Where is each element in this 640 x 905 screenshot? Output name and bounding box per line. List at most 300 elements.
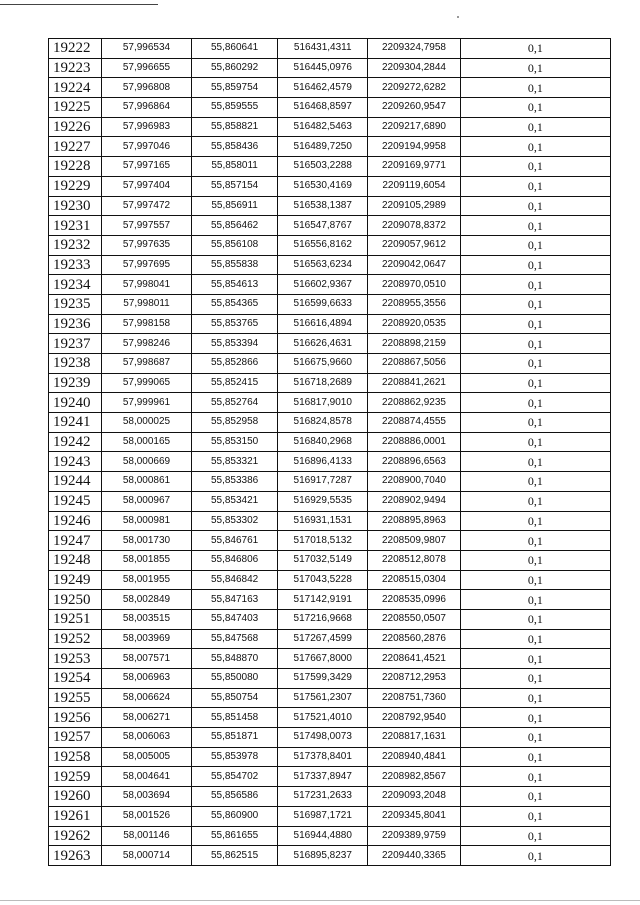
point-number-cell: 19246 — [49, 511, 102, 531]
x-coordinate-cell: 517267,4599 — [278, 629, 368, 649]
latitude-cell: 58,005005 — [101, 747, 191, 767]
point-number-cell: 19261 — [49, 806, 102, 826]
accuracy-cell: 0,1 — [460, 590, 610, 610]
point-number-cell: 19228 — [49, 157, 102, 177]
y-coordinate-cell: 2209042,0647 — [368, 255, 460, 275]
latitude-cell: 57,997472 — [101, 196, 191, 216]
y-coordinate-cell: 2209057,9612 — [368, 235, 460, 255]
point-number-cell: 19226 — [49, 117, 102, 137]
longitude-cell: 55,858821 — [192, 117, 278, 137]
table-row — [49, 275, 611, 295]
x-coordinate-cell: 517667,8000 — [278, 649, 368, 669]
point-number-cell: 19255 — [49, 688, 102, 708]
table-row — [49, 747, 611, 767]
y-coordinate-cell: 2208515,0304 — [368, 570, 460, 590]
latitude-cell: 58,003515 — [101, 609, 191, 629]
accuracy-cell: 0,1 — [460, 767, 610, 787]
point-number-cell: 19259 — [49, 767, 102, 787]
accuracy-cell: 0,1 — [460, 531, 610, 551]
latitude-cell: 58,000981 — [101, 511, 191, 531]
x-coordinate-cell: 516824,8578 — [278, 413, 368, 433]
x-coordinate-cell: 516626,4631 — [278, 334, 368, 354]
longitude-cell: 55,853386 — [192, 472, 278, 492]
latitude-cell: 58,004641 — [101, 767, 191, 787]
table-row — [49, 176, 611, 196]
point-number-cell: 19234 — [49, 275, 102, 295]
accuracy-cell: 0,1 — [460, 294, 610, 314]
table-row — [49, 294, 611, 314]
table-row — [49, 806, 611, 826]
longitude-cell: 55,847163 — [192, 590, 278, 610]
point-number-cell: 19241 — [49, 413, 102, 433]
y-coordinate-cell: 2209324,7958 — [368, 39, 460, 59]
latitude-cell: 58,000714 — [101, 846, 191, 866]
longitude-cell: 55,858436 — [192, 137, 278, 157]
latitude-cell: 57,998011 — [101, 294, 191, 314]
latitude-cell: 57,998687 — [101, 354, 191, 374]
y-coordinate-cell: 2208560,2876 — [368, 629, 460, 649]
x-coordinate-cell: 517032,5149 — [278, 550, 368, 570]
x-coordinate-cell: 517498,0073 — [278, 728, 368, 748]
y-coordinate-cell: 2208792,9540 — [368, 708, 460, 728]
x-coordinate-cell: 516675,9660 — [278, 354, 368, 374]
latitude-cell: 58,003969 — [101, 629, 191, 649]
latitude-cell: 57,997404 — [101, 176, 191, 196]
accuracy-cell: 0,1 — [460, 708, 610, 728]
point-number-cell: 19247 — [49, 531, 102, 551]
longitude-cell: 55,847568 — [192, 629, 278, 649]
longitude-cell: 55,856108 — [192, 235, 278, 255]
table-row — [49, 117, 611, 137]
table-row — [49, 354, 611, 374]
y-coordinate-cell: 2209389,9759 — [368, 826, 460, 846]
x-coordinate-cell: 517337,8947 — [278, 767, 368, 787]
latitude-cell: 58,006271 — [101, 708, 191, 728]
x-coordinate-cell: 517378,8401 — [278, 747, 368, 767]
longitude-cell: 55,860900 — [192, 806, 278, 826]
latitude-cell: 58,001955 — [101, 570, 191, 590]
y-coordinate-cell: 2208841,2621 — [368, 373, 460, 393]
latitude-cell: 57,996655 — [101, 58, 191, 78]
scan-speck — [457, 16, 459, 18]
latitude-cell: 57,996534 — [101, 39, 191, 59]
table-row — [49, 413, 611, 433]
x-coordinate-cell: 516489,7250 — [278, 137, 368, 157]
y-coordinate-cell: 2209119,6054 — [368, 176, 460, 196]
x-coordinate-cell: 517018,5132 — [278, 531, 368, 551]
point-number-cell: 19263 — [49, 846, 102, 866]
latitude-cell: 58,000669 — [101, 452, 191, 472]
latitude-cell: 57,997165 — [101, 157, 191, 177]
y-coordinate-cell: 2209217,6890 — [368, 117, 460, 137]
table-row — [49, 531, 611, 551]
longitude-cell: 55,853765 — [192, 314, 278, 334]
x-coordinate-cell: 516482,5463 — [278, 117, 368, 137]
x-coordinate-cell: 516987,1721 — [278, 806, 368, 826]
table-row — [49, 39, 611, 59]
accuracy-cell: 0,1 — [460, 235, 610, 255]
y-coordinate-cell: 2208970,0510 — [368, 275, 460, 295]
y-coordinate-cell: 2209260,9547 — [368, 98, 460, 118]
y-coordinate-cell: 2208641,4521 — [368, 649, 460, 669]
latitude-cell: 57,998158 — [101, 314, 191, 334]
y-coordinate-cell: 2208902,9494 — [368, 491, 460, 511]
table-row — [49, 137, 611, 157]
point-number-cell: 19251 — [49, 609, 102, 629]
x-coordinate-cell: 516431,4311 — [278, 39, 368, 59]
table-row — [49, 669, 611, 689]
longitude-cell: 55,858011 — [192, 157, 278, 177]
point-number-cell: 19227 — [49, 137, 102, 157]
y-coordinate-cell: 2208955,3556 — [368, 294, 460, 314]
longitude-cell: 55,853150 — [192, 432, 278, 452]
table-row — [49, 629, 611, 649]
point-number-cell: 19230 — [49, 196, 102, 216]
longitude-cell: 55,855838 — [192, 255, 278, 275]
point-number-cell: 19225 — [49, 98, 102, 118]
latitude-cell: 58,001526 — [101, 806, 191, 826]
longitude-cell: 55,854613 — [192, 275, 278, 295]
table-row — [49, 590, 611, 610]
accuracy-cell: 0,1 — [460, 432, 610, 452]
point-number-cell: 19236 — [49, 314, 102, 334]
accuracy-cell: 0,1 — [460, 747, 610, 767]
point-number-cell: 19252 — [49, 629, 102, 649]
accuracy-cell: 0,1 — [460, 275, 610, 295]
x-coordinate-cell: 517599,3429 — [278, 669, 368, 689]
point-number-cell: 19242 — [49, 432, 102, 452]
accuracy-cell: 0,1 — [460, 609, 610, 629]
x-coordinate-cell: 516929,5535 — [278, 491, 368, 511]
point-number-cell: 19243 — [49, 452, 102, 472]
latitude-cell: 58,000165 — [101, 432, 191, 452]
point-number-cell: 19229 — [49, 176, 102, 196]
accuracy-cell: 0,1 — [460, 413, 610, 433]
longitude-cell: 55,856911 — [192, 196, 278, 216]
longitude-cell: 55,853394 — [192, 334, 278, 354]
accuracy-cell: 0,1 — [460, 511, 610, 531]
point-number-cell: 19235 — [49, 294, 102, 314]
point-number-cell: 19237 — [49, 334, 102, 354]
y-coordinate-cell: 2209078,8372 — [368, 216, 460, 236]
bottom-rule — [0, 900, 640, 901]
latitude-cell: 57,996864 — [101, 98, 191, 118]
y-coordinate-cell: 2208712,2953 — [368, 669, 460, 689]
point-number-cell: 19258 — [49, 747, 102, 767]
x-coordinate-cell: 516468,8597 — [278, 98, 368, 118]
y-coordinate-cell: 2209105,2989 — [368, 196, 460, 216]
y-coordinate-cell: 2208896,6563 — [368, 452, 460, 472]
x-coordinate-cell: 516530,4169 — [278, 176, 368, 196]
table-row — [49, 334, 611, 354]
latitude-cell: 58,006063 — [101, 728, 191, 748]
y-coordinate-cell: 2209169,9771 — [368, 157, 460, 177]
x-coordinate-cell: 516462,4579 — [278, 78, 368, 98]
table-row — [49, 255, 611, 275]
longitude-cell: 55,850080 — [192, 669, 278, 689]
x-coordinate-cell: 516445,0976 — [278, 58, 368, 78]
point-number-cell: 19232 — [49, 235, 102, 255]
point-number-cell: 19254 — [49, 669, 102, 689]
y-coordinate-cell: 2209345,8041 — [368, 806, 460, 826]
longitude-cell: 55,862515 — [192, 846, 278, 866]
y-coordinate-cell: 2208982,8567 — [368, 767, 460, 787]
x-coordinate-cell: 516538,1387 — [278, 196, 368, 216]
longitude-cell: 55,854365 — [192, 294, 278, 314]
accuracy-cell: 0,1 — [460, 728, 610, 748]
x-coordinate-cell: 516503,2288 — [278, 157, 368, 177]
accuracy-cell: 0,1 — [460, 314, 610, 334]
accuracy-cell: 0,1 — [460, 196, 610, 216]
top-rule — [0, 4, 158, 5]
point-number-cell: 19224 — [49, 78, 102, 98]
latitude-cell: 58,006963 — [101, 669, 191, 689]
y-coordinate-cell: 2208920,0535 — [368, 314, 460, 334]
latitude-cell: 58,007571 — [101, 649, 191, 669]
accuracy-cell: 0,1 — [460, 669, 610, 689]
y-coordinate-cell: 2208886,0001 — [368, 432, 460, 452]
y-coordinate-cell: 2208862,9235 — [368, 393, 460, 413]
y-coordinate-cell: 2208898,2159 — [368, 334, 460, 354]
table-row — [49, 157, 611, 177]
y-coordinate-cell: 2208509,9807 — [368, 531, 460, 551]
accuracy-cell: 0,1 — [460, 806, 610, 826]
y-coordinate-cell: 2208751,7360 — [368, 688, 460, 708]
y-coordinate-cell: 2208900,7040 — [368, 472, 460, 492]
longitude-cell: 55,848870 — [192, 649, 278, 669]
y-coordinate-cell: 2208512,8078 — [368, 550, 460, 570]
y-coordinate-cell: 2208874,4555 — [368, 413, 460, 433]
table-row — [49, 550, 611, 570]
table-row — [49, 196, 611, 216]
y-coordinate-cell: 2209272,6282 — [368, 78, 460, 98]
longitude-cell: 55,859754 — [192, 78, 278, 98]
table-row — [49, 511, 611, 531]
latitude-cell: 57,999065 — [101, 373, 191, 393]
table-row — [49, 826, 611, 846]
latitude-cell: 58,001146 — [101, 826, 191, 846]
latitude-cell: 57,997557 — [101, 216, 191, 236]
longitude-cell: 55,847403 — [192, 609, 278, 629]
table-row — [49, 767, 611, 787]
accuracy-cell: 0,1 — [460, 78, 610, 98]
table-row — [49, 846, 611, 866]
longitude-cell: 55,850754 — [192, 688, 278, 708]
coordinates-sheet — [48, 38, 611, 866]
accuracy-cell: 0,1 — [460, 176, 610, 196]
latitude-cell: 57,997046 — [101, 137, 191, 157]
x-coordinate-cell: 516563,6234 — [278, 255, 368, 275]
x-coordinate-cell: 517561,2307 — [278, 688, 368, 708]
table-row — [49, 432, 611, 452]
accuracy-cell: 0,1 — [460, 216, 610, 236]
table-row — [49, 373, 611, 393]
accuracy-cell: 0,1 — [460, 39, 610, 59]
x-coordinate-cell: 517521,4010 — [278, 708, 368, 728]
x-coordinate-cell: 517216,9668 — [278, 609, 368, 629]
longitude-cell: 55,853321 — [192, 452, 278, 472]
point-number-cell: 19253 — [49, 649, 102, 669]
point-number-cell: 19239 — [49, 373, 102, 393]
accuracy-cell: 0,1 — [460, 629, 610, 649]
accuracy-cell: 0,1 — [460, 354, 610, 374]
x-coordinate-cell: 516840,2968 — [278, 432, 368, 452]
x-coordinate-cell: 516896,4133 — [278, 452, 368, 472]
x-coordinate-cell: 516944,4880 — [278, 826, 368, 846]
accuracy-cell: 0,1 — [460, 826, 610, 846]
table-row — [49, 649, 611, 669]
x-coordinate-cell: 516602,9367 — [278, 275, 368, 295]
point-number-cell: 19248 — [49, 550, 102, 570]
x-coordinate-cell: 517043,5228 — [278, 570, 368, 590]
latitude-cell: 57,996808 — [101, 78, 191, 98]
accuracy-cell: 0,1 — [460, 491, 610, 511]
accuracy-cell: 0,1 — [460, 570, 610, 590]
latitude-cell: 57,998041 — [101, 275, 191, 295]
longitude-cell: 55,857154 — [192, 176, 278, 196]
x-coordinate-cell: 516817,9010 — [278, 393, 368, 413]
table-row — [49, 235, 611, 255]
table-row — [49, 98, 611, 118]
point-number-cell: 19249 — [49, 570, 102, 590]
longitude-cell: 55,853302 — [192, 511, 278, 531]
latitude-cell: 58,003694 — [101, 787, 191, 807]
latitude-cell: 58,000861 — [101, 472, 191, 492]
table-row — [49, 58, 611, 78]
point-number-cell: 19244 — [49, 472, 102, 492]
point-number-cell: 19231 — [49, 216, 102, 236]
y-coordinate-cell: 2208895,8963 — [368, 511, 460, 531]
latitude-cell: 58,001730 — [101, 531, 191, 551]
table-row — [49, 570, 611, 590]
latitude-cell: 57,997635 — [101, 235, 191, 255]
table-row — [49, 787, 611, 807]
accuracy-cell: 0,1 — [460, 137, 610, 157]
x-coordinate-cell: 516599,6633 — [278, 294, 368, 314]
table-row — [49, 314, 611, 334]
x-coordinate-cell: 516718,2689 — [278, 373, 368, 393]
x-coordinate-cell: 516616,4894 — [278, 314, 368, 334]
latitude-cell: 58,000025 — [101, 413, 191, 433]
longitude-cell: 55,852958 — [192, 413, 278, 433]
y-coordinate-cell: 2209440,3365 — [368, 846, 460, 866]
longitude-cell: 55,854702 — [192, 767, 278, 787]
x-coordinate-cell: 516917,7287 — [278, 472, 368, 492]
longitude-cell: 55,851871 — [192, 728, 278, 748]
point-number-cell: 19256 — [49, 708, 102, 728]
longitude-cell: 55,859555 — [192, 98, 278, 118]
longitude-cell: 55,852764 — [192, 393, 278, 413]
y-coordinate-cell: 2209093,2048 — [368, 787, 460, 807]
table-row — [49, 708, 611, 728]
latitude-cell: 57,996983 — [101, 117, 191, 137]
accuracy-cell: 0,1 — [460, 649, 610, 669]
table-row — [49, 393, 611, 413]
point-number-cell: 19238 — [49, 354, 102, 374]
y-coordinate-cell: 2209304,2844 — [368, 58, 460, 78]
accuracy-cell: 0,1 — [460, 98, 610, 118]
accuracy-cell: 0,1 — [460, 255, 610, 275]
longitude-cell: 55,851458 — [192, 708, 278, 728]
accuracy-cell: 0,1 — [460, 373, 610, 393]
point-number-cell: 19222 — [49, 39, 102, 59]
longitude-cell: 55,856586 — [192, 787, 278, 807]
y-coordinate-cell: 2208867,5056 — [368, 354, 460, 374]
y-coordinate-cell: 2208550,0507 — [368, 609, 460, 629]
accuracy-cell: 0,1 — [460, 334, 610, 354]
accuracy-cell: 0,1 — [460, 846, 610, 866]
x-coordinate-cell: 517142,9191 — [278, 590, 368, 610]
x-coordinate-cell: 516895,8237 — [278, 846, 368, 866]
y-coordinate-cell: 2208535,0996 — [368, 590, 460, 610]
table-row — [49, 472, 611, 492]
longitude-cell: 55,846806 — [192, 550, 278, 570]
accuracy-cell: 0,1 — [460, 472, 610, 492]
latitude-cell: 58,001855 — [101, 550, 191, 570]
accuracy-cell: 0,1 — [460, 393, 610, 413]
longitude-cell: 55,846761 — [192, 531, 278, 551]
longitude-cell: 55,846842 — [192, 570, 278, 590]
point-number-cell: 19262 — [49, 826, 102, 846]
point-number-cell: 19233 — [49, 255, 102, 275]
longitude-cell: 55,853421 — [192, 491, 278, 511]
table-row — [49, 728, 611, 748]
x-coordinate-cell: 516931,1531 — [278, 511, 368, 531]
x-coordinate-cell: 516556,8162 — [278, 235, 368, 255]
table-row — [49, 491, 611, 511]
point-number-cell: 19245 — [49, 491, 102, 511]
latitude-cell: 57,998246 — [101, 334, 191, 354]
coordinates-table — [48, 38, 611, 866]
accuracy-cell: 0,1 — [460, 550, 610, 570]
longitude-cell: 55,856462 — [192, 216, 278, 236]
latitude-cell: 57,999961 — [101, 393, 191, 413]
longitude-cell: 55,861655 — [192, 826, 278, 846]
latitude-cell: 57,997695 — [101, 255, 191, 275]
x-coordinate-cell: 516547,8767 — [278, 216, 368, 236]
accuracy-cell: 0,1 — [460, 117, 610, 137]
x-coordinate-cell: 517231,2633 — [278, 787, 368, 807]
longitude-cell: 55,853978 — [192, 747, 278, 767]
latitude-cell: 58,002849 — [101, 590, 191, 610]
point-number-cell: 19223 — [49, 58, 102, 78]
accuracy-cell: 0,1 — [460, 157, 610, 177]
y-coordinate-cell: 2208817,1631 — [368, 728, 460, 748]
longitude-cell: 55,852415 — [192, 373, 278, 393]
point-number-cell: 19240 — [49, 393, 102, 413]
accuracy-cell: 0,1 — [460, 787, 610, 807]
table-row — [49, 609, 611, 629]
point-number-cell: 19250 — [49, 590, 102, 610]
accuracy-cell: 0,1 — [460, 452, 610, 472]
longitude-cell: 55,860641 — [192, 39, 278, 59]
longitude-cell: 55,852866 — [192, 354, 278, 374]
y-coordinate-cell: 2209194,9958 — [368, 137, 460, 157]
table-row — [49, 688, 611, 708]
table-row — [49, 216, 611, 236]
point-number-cell: 19257 — [49, 728, 102, 748]
table-body — [49, 39, 611, 866]
point-number-cell: 19260 — [49, 787, 102, 807]
table-row — [49, 78, 611, 98]
table-row — [49, 452, 611, 472]
accuracy-cell: 0,1 — [460, 58, 610, 78]
y-coordinate-cell: 2208940,4841 — [368, 747, 460, 767]
latitude-cell: 58,006624 — [101, 688, 191, 708]
accuracy-cell: 0,1 — [460, 688, 610, 708]
latitude-cell: 58,000967 — [101, 491, 191, 511]
longitude-cell: 55,860292 — [192, 58, 278, 78]
